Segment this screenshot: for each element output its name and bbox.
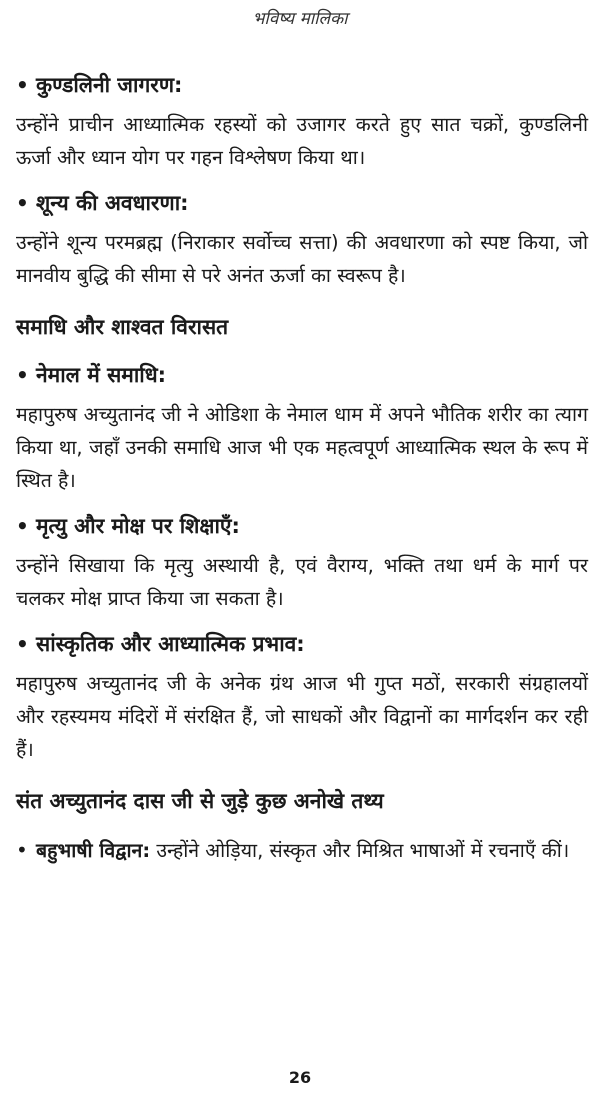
paragraph: उन्होंने सिखाया कि मृत्यु अस्थायी है, एवं वैराग्य, भक्ति तथा धर्म के मार्ग पर चलकर मोक्ष प्राप्त किया जा सकता है।: [16, 554, 588, 610]
bullet-term: बहुभाषी विद्वान:: [36, 839, 151, 862]
paragraph: महापुरुष अच्युतानंद जी के अनेक ग्रंथ आज भी गुप्त मठों, सरकारी संग्रहालयों और रहस्यमय मंदिरों में संरक्षित हैं, जो साधकों और विद्वानों का मार्गदर्शन कर रही हैं।: [16, 672, 588, 761]
bullet-heading: [16, 70, 588, 100]
paragraph: उन्होंने शून्य परमब्रह्म (निराकार सर्वोच्च सत्ता) की अवधारणा को स्पष्ट किया, जो मानवीय बुद्धि की सीमा से परे अनंत ऊर्जा का स्वरूप है।: [16, 231, 588, 287]
section-title: संत अच्युतानंद दास जी से जुड़े कुछ अनोखे तथ्य: [16, 789, 384, 813]
bullet-item: [16, 834, 588, 867]
bullet-heading: [16, 360, 588, 390]
heading-text: सांस्कृतिक और आध्यात्मिक प्रभाव:: [36, 632, 305, 656]
bullet-body: उन्होंने ओड़िया, संस्कृत और मिश्रित भाषाओं में रचनाएँ कीं।: [150, 839, 570, 862]
paragraph: महापुरुष अच्युतानंद जी ने ओडिशा के नेमाल धाम में अपने भौतिक शरीर का त्याग किया था, जहाँ उनकी समाधि आज भी एक महत्वपूर्ण आध्यात्मिक स्थल के रूप में स्थित है।: [16, 403, 588, 492]
page-number: 26: [288, 1068, 312, 1087]
heading-text: मृत्यु और मोक्ष पर शिक्षाएँ:: [36, 514, 240, 538]
section-title: समाधि और शाश्वत विरासत: [16, 315, 229, 339]
bullet-heading: [16, 629, 588, 659]
bullet-icon: •: [16, 514, 29, 538]
bullet-icon: •: [16, 73, 29, 97]
bullet-text: [36, 834, 569, 867]
bullet-icon: •: [16, 363, 29, 387]
bullet-heading: [16, 188, 588, 218]
page-content: [16, 70, 588, 867]
heading-text: कुण्डलिनी जागरण:: [36, 73, 183, 97]
bullet-icon: •: [16, 632, 29, 656]
heading-text: नेमाल में समाधि:: [36, 363, 167, 387]
running-header: भविष्य मालिका: [252, 9, 348, 29]
bullet-heading: [16, 511, 588, 541]
paragraph: उन्होंने प्राचीन आध्यात्मिक रहस्यों को उजागर करते हुए सात चक्रों, कुण्डलिनी ऊर्जा और ध्यान योग पर गहन विश्लेषण किया था।: [16, 113, 588, 169]
heading-text: शून्य की अवधारणा:: [36, 191, 189, 215]
bullet-icon: •: [16, 838, 28, 862]
bullet-icon: •: [16, 191, 29, 215]
